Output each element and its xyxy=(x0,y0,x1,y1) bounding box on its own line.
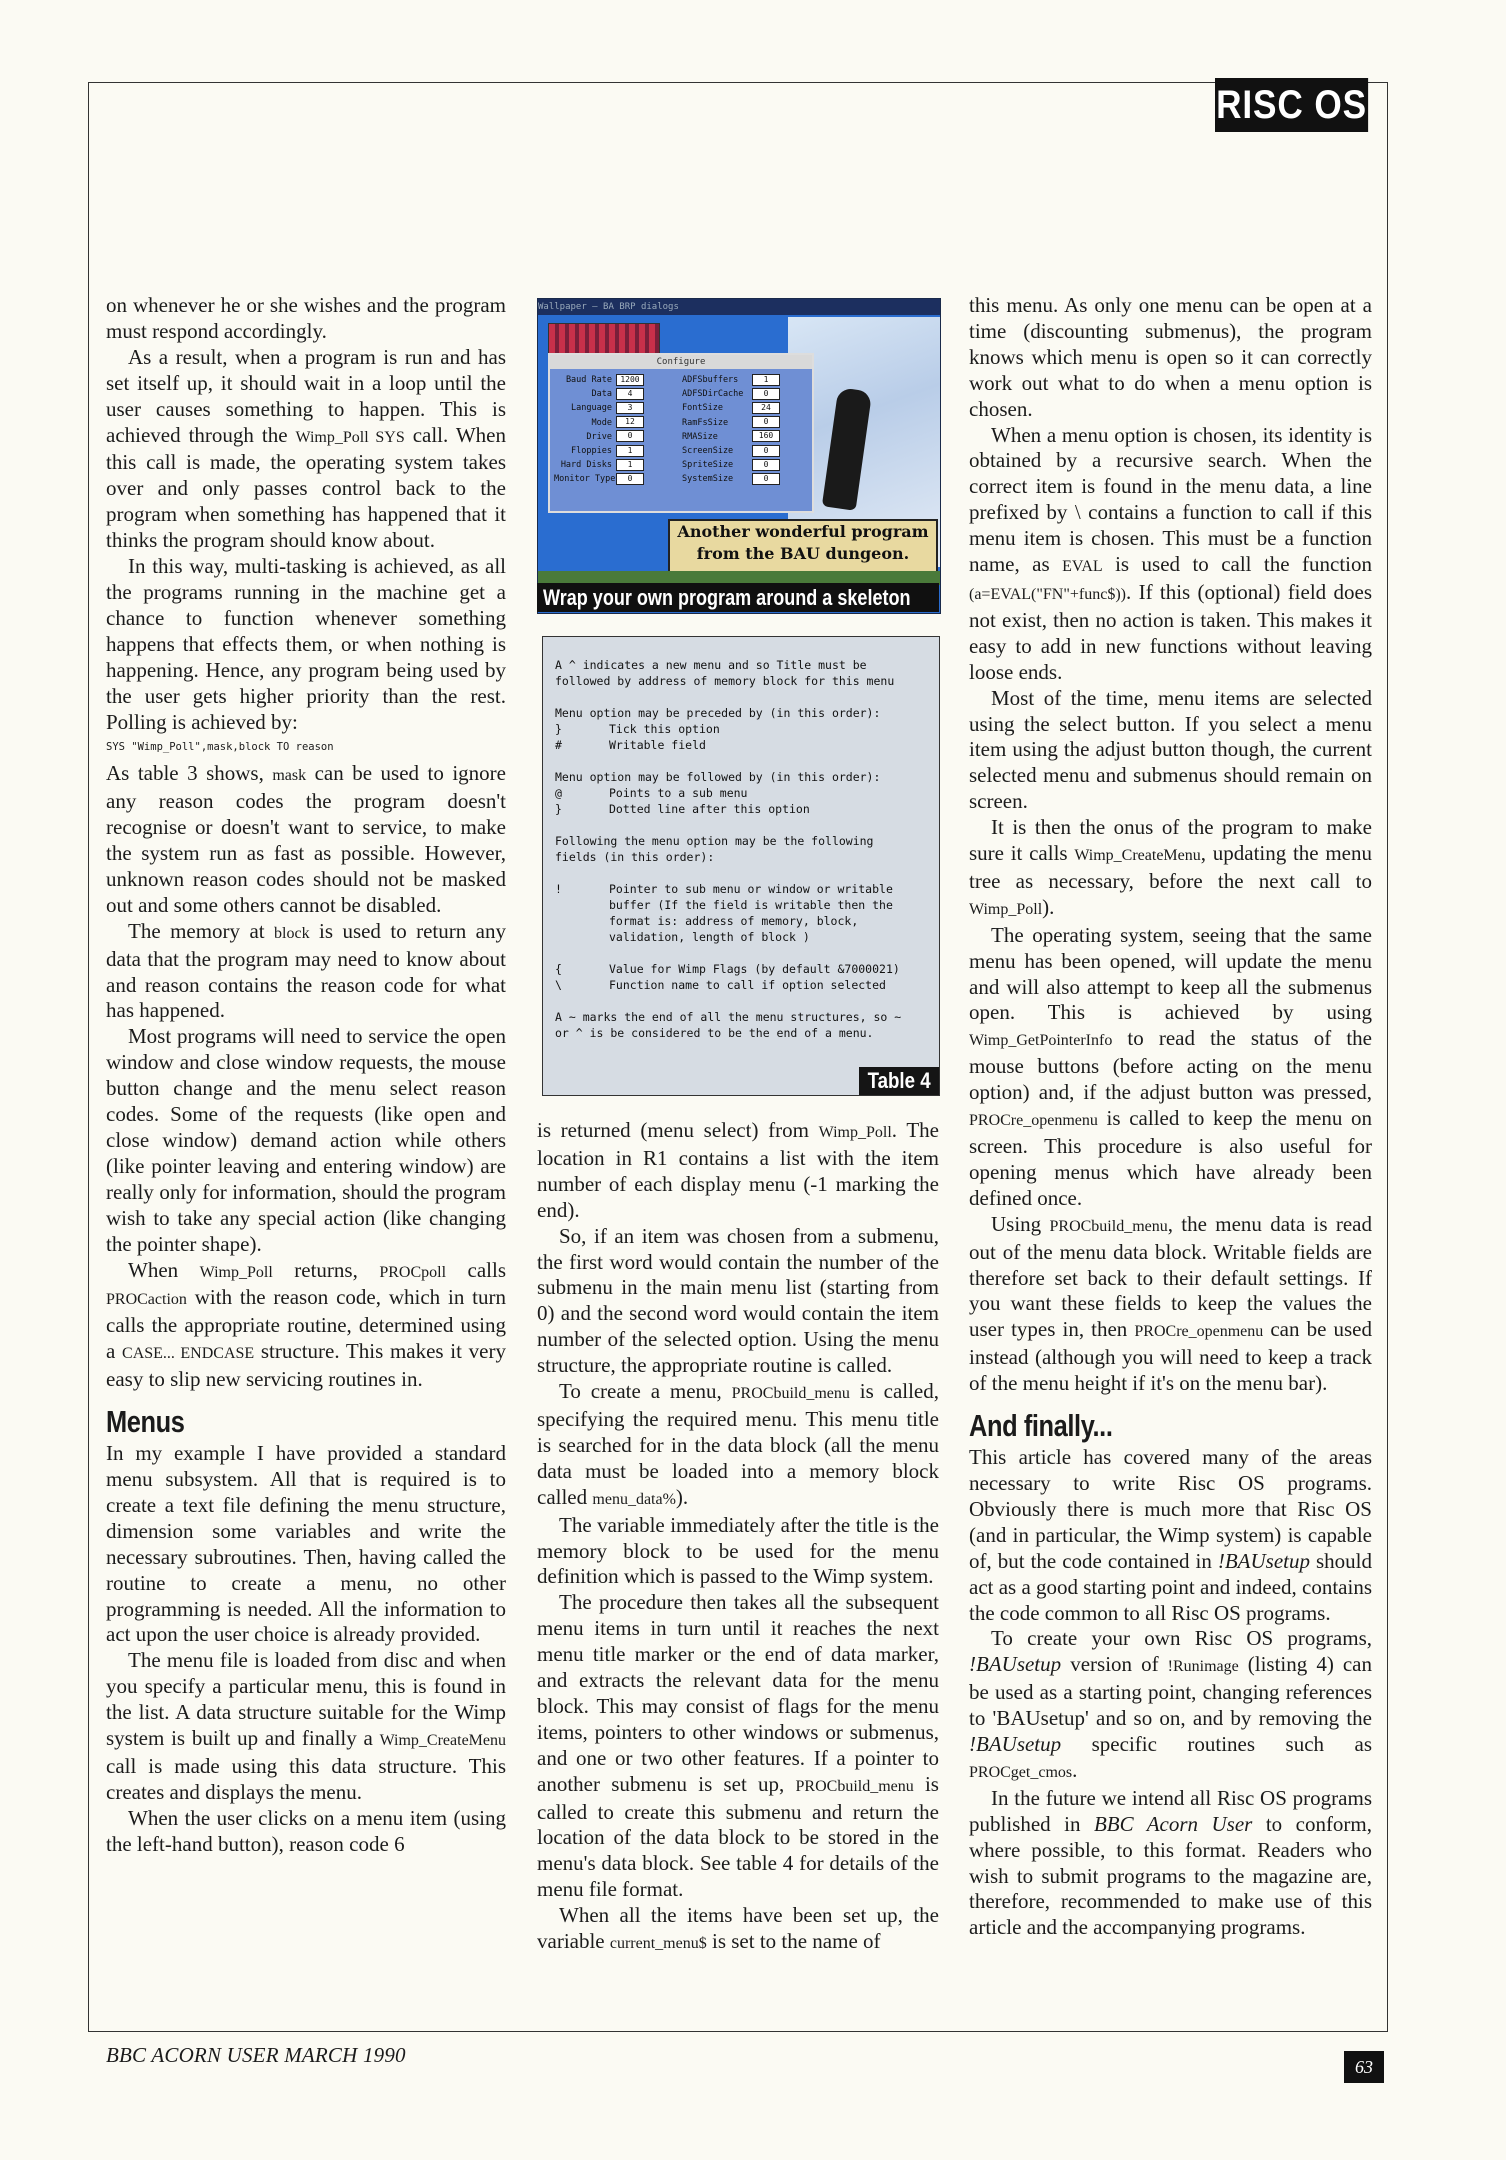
paragraph: The variable immediately after the title is the memory block to be used for the menu definition which is passed to the Wimp system. xyxy=(537,1512,939,1589)
table4-fields: Following the menu option may be the following fields (in this order): ! Pointer to sub menu or window or writable buffer (If the field is writable then the format is: address of memory, block, validation, length of block ) { Value for Wimp Flags (by default &7000021) \ Function name to call if option selected xyxy=(555,833,925,993)
config-row: RMASize 160 xyxy=(682,430,780,444)
config-row: Hard Disks 1 xyxy=(554,458,644,472)
screenshot-figure xyxy=(537,298,941,614)
paragraph: As table 3 shows, mask can be used to ignore any reason codes the program doesn't recognise or doesn't want to service, to make the system run as fast as possible. However, unknown reason codes should not be masked out and some others cannot be disabled. xyxy=(106,761,506,917)
figure-note: Another wonderful program from the BAU dungeon. xyxy=(668,519,938,573)
table4-entry: # Writable field xyxy=(555,738,706,752)
config-left xyxy=(554,373,644,487)
paragraph: In my example I have provided a standard menu subsystem. All that is required is to create a text file defining the menu structure, dimension some variables and write the necessary subroutines. Then, having called the routine to create a menu, no other programming is needed. All the information to act upon the user choice is already provided. xyxy=(106,1441,506,1647)
paragraph: In the future we intend all Risc OS programs published in BBC Acorn User to conform, where possible, to this format. Readers who wish to submit programs to the magazine are, therefore, recommended to make use of this article and the accompanying programs. xyxy=(969,1785,1373,1940)
column-2 xyxy=(537,1118,939,1957)
paragraph: When the user clicks on a menu item (using the left-hand button), reason code 6 xyxy=(106,1805,506,1856)
table4-entry: } Dotted line after this option xyxy=(555,802,810,816)
paragraph: Using PROCbuild_menu, the menu data is read out of the menu data block. Writable fields are therefore set back to their default settings. If you want these fields to keep the values the user types in, then PROCre_openmenu can be used instead (although you will need to keep a track of the menu height if it's on the menu bar). xyxy=(969,1211,1372,1396)
config-row: FontSize 24 xyxy=(682,401,780,415)
table4-intro: A ^ indicates a new menu and so Title must be followed by address of memory block for this menu xyxy=(555,658,895,688)
paragraph: The memory at block is used to return any data that the program may need to know about and reason contains the reason code for what has happened. xyxy=(106,918,506,1023)
paragraph: The menu file is loaded from disc and when you specify a particular menu, this is found in the list. A data structure suitable for the Wimp system is built up and finally a Wimp_CreateMenu call is made using this data structure. This creates and displays the menu. xyxy=(106,1648,506,1804)
paragraph: The operating system, seeing that the same menu has been opened, will update the menu and will also attempt to keep all the submenus open. This is achieved by using Wimp_GetPointerInfo to read the status of the mouse buttons (before acting on the menu option) and, if the adjust button was pressed, PROCre_openmenu is called to keep the menu on screen. This procedure is also useful for opening menus which have already been defined once. xyxy=(969,922,1372,1210)
heading-and-finally: And finally... xyxy=(969,1408,1113,1444)
table4-entry: ! Pointer to sub menu or window or writable buffer (If the field is writable then the format is: address of memory, block, validation, length of block ) xyxy=(555,882,893,944)
paragraph: this menu. As only one menu can be open at a time (discounting submenus), the program knows which menu is open so it can correctly work out what to do when a menu option is chosen. xyxy=(969,293,1372,421)
paragraph: The procedure then takes all the subsequent menu items in turn until it reaches the next menu title marker or the end of data marker, and extracts the relevant data for the menu block. This may consist of flags for the menu items, pointers to other windows or submenus, and one or two other features. If a pointer to another submenu is set up, PROCbuild_menu is called to create this submenu and return the location of the data block to be stored in the menu's data block. See table 4 for details of the menu file format. xyxy=(537,1590,939,1902)
paragraph: Most of the time, menu items are selected using the select button. If you select a menu item using the adjust button though, the current selected menu and submenus should remain on screen. xyxy=(969,685,1372,814)
table4-entry: } Tick this option xyxy=(555,722,720,736)
paragraph: It is then the onus of the program to make sure it calls Wimp_CreateMenu, updating the menu tree as necessary, before the next call to Wimp_Poll). xyxy=(969,815,1372,919)
paragraph: In this way, multi-tasking is achieved, as all the programs running in the machine get a chance to function whenever something happens that effects them, or when nothing is happening. Hence, any program being used by the user gets higher priority than the rest. Polling is achieved by: xyxy=(106,554,506,734)
configure-dialog xyxy=(548,353,814,513)
paragraph: When a menu option is chosen, its identity is obtained by a recursive search. When the correct item is found in the menu data, a line prefixed by \ contains a function to call if this menu item is chosen. This must be a function name, as EVAL is used to call the function (a=EVAL("FN"+func$)). If this (optional) field does not exist, then no action is taken. This makes it easy to add in new functions without leaving loose ends. xyxy=(969,422,1372,684)
figure-caption: Wrap your own program around a skeleton xyxy=(537,583,939,612)
config-row: ADFSDirCache 0 xyxy=(682,387,780,401)
config-row: SpriteSize 0 xyxy=(682,458,780,472)
paragraph: is returned (menu select) from Wimp_Poll. The location in R1 contains a list with the item number of each display menu (-1 marking the end). xyxy=(537,1118,939,1222)
config-row: Drive 0 xyxy=(554,430,644,444)
config-right xyxy=(682,373,780,487)
paragraph: When all the items have been set up, the variable current_menu$ is set to the name of xyxy=(537,1903,939,1954)
heading-menus: Menus xyxy=(106,1404,185,1440)
section-tag: RISC OS xyxy=(1215,78,1368,132)
column-1 xyxy=(106,293,506,1858)
paragraph: To create a menu, PROCbuild_menu is called, specifying the required menu. This menu title is searched for in the data block (all the menu data must be loaded into a memory block called menu_data%). xyxy=(537,1379,940,1509)
paragraph: This article has covered many of the areas necessary to write Risc OS programs. Obviously there is much more that Risc OS (and in particular, the Wimp system) is capable of, but the code contained in !BAUsetup should act as a good starting point and indeed, contains the code common to all Risc OS programs. xyxy=(969,1445,1372,1625)
config-row: Mode 12 xyxy=(554,416,644,430)
figure-top-bar: Wallpaper — BA BRP dialogs xyxy=(538,299,940,315)
table4-followed: Menu option may be followed by (in this order): @ Points to a sub menu } Dotted line after this option xyxy=(555,769,925,817)
code-line: SYS "Wimp_Poll",mask,block TO reason xyxy=(106,741,334,754)
config-row: Language 3 xyxy=(554,401,644,415)
paragraph: To create your own Risc OS programs, !BAUsetup version of !Runimage (listing 4) can be used as a starting point, changing references to 'BAUsetup' and so on, and by removing the !BAUsetup specific routines such as PROCget_cmos. xyxy=(969,1626,1372,1782)
config-row: Baud Rate 1200 xyxy=(554,373,644,387)
paragraph: Most programs will need to service the open window and close window requests, the mouse button change and the menu select reason codes. Some of the requests (like open and close window) demand action while others (like pointer leaving and entering window) are really only for information, should the program wish to take any special action (like changing the pointer shape). xyxy=(106,1024,506,1256)
config-row: Monitor Type 0 xyxy=(554,472,644,486)
paragraph: So, if an item was chosen from a submenu, the first word would contain the number of the submenu in the main menu list (starting from 0) and the second word would contain the item number of the selected option. Using the menu structure, the appropriate routine is called. xyxy=(537,1223,939,1378)
config-row: ADFSbuffers 1 xyxy=(682,373,780,387)
config-row: ScreenSize 0 xyxy=(682,444,780,458)
configure-title: Configure xyxy=(550,355,812,369)
footer-publication: BBC ACORN USER MARCH 1990 xyxy=(106,2043,406,2067)
page-number: 63 xyxy=(1344,2051,1384,2083)
paragraph: As a result, when a program is run and has set itself up, it should wait in a loop until the user causes something to happen. This is achieved through the Wimp_Poll SYS call. When this call is made, the operating system takes over and only passes control back to the program when something has happened that it thinks the program should know about. xyxy=(106,344,506,553)
config-row: RamFsSize 0 xyxy=(682,416,780,430)
config-row: SystemSize 0 xyxy=(682,472,780,486)
table4-label: Table 4 xyxy=(859,1067,939,1095)
paragraph: When Wimp_Poll returns, PROCpoll calls PROCaction with the reason code, which in turn calls the appropriate routine, determined using a CASE... ENDCASE structure. This makes it very easy to slip new servicing routines in. xyxy=(106,1257,506,1392)
table4-entry: @ Points to a sub menu xyxy=(555,786,748,800)
table4-end-note: A ~ marks the end of all the menu structures, so ~ or ^ is be considered to be the end of a menu. xyxy=(555,1010,902,1040)
column-3 xyxy=(969,293,1372,1941)
table4-preceded: Menu option may be preceded by (in this order): } Tick this option # Writable field xyxy=(555,705,925,753)
table-4 xyxy=(542,636,940,1096)
table4-entry: \ Function name to call if option selected xyxy=(555,978,886,992)
config-row: Floppies 1 xyxy=(554,444,644,458)
table4-entry: { Value for Wimp Flags (by default &7000021) xyxy=(555,962,900,976)
config-row: Data 4 xyxy=(554,387,644,401)
paragraph: on whenever he or she wishes and the program must respond accordingly. xyxy=(106,293,506,343)
